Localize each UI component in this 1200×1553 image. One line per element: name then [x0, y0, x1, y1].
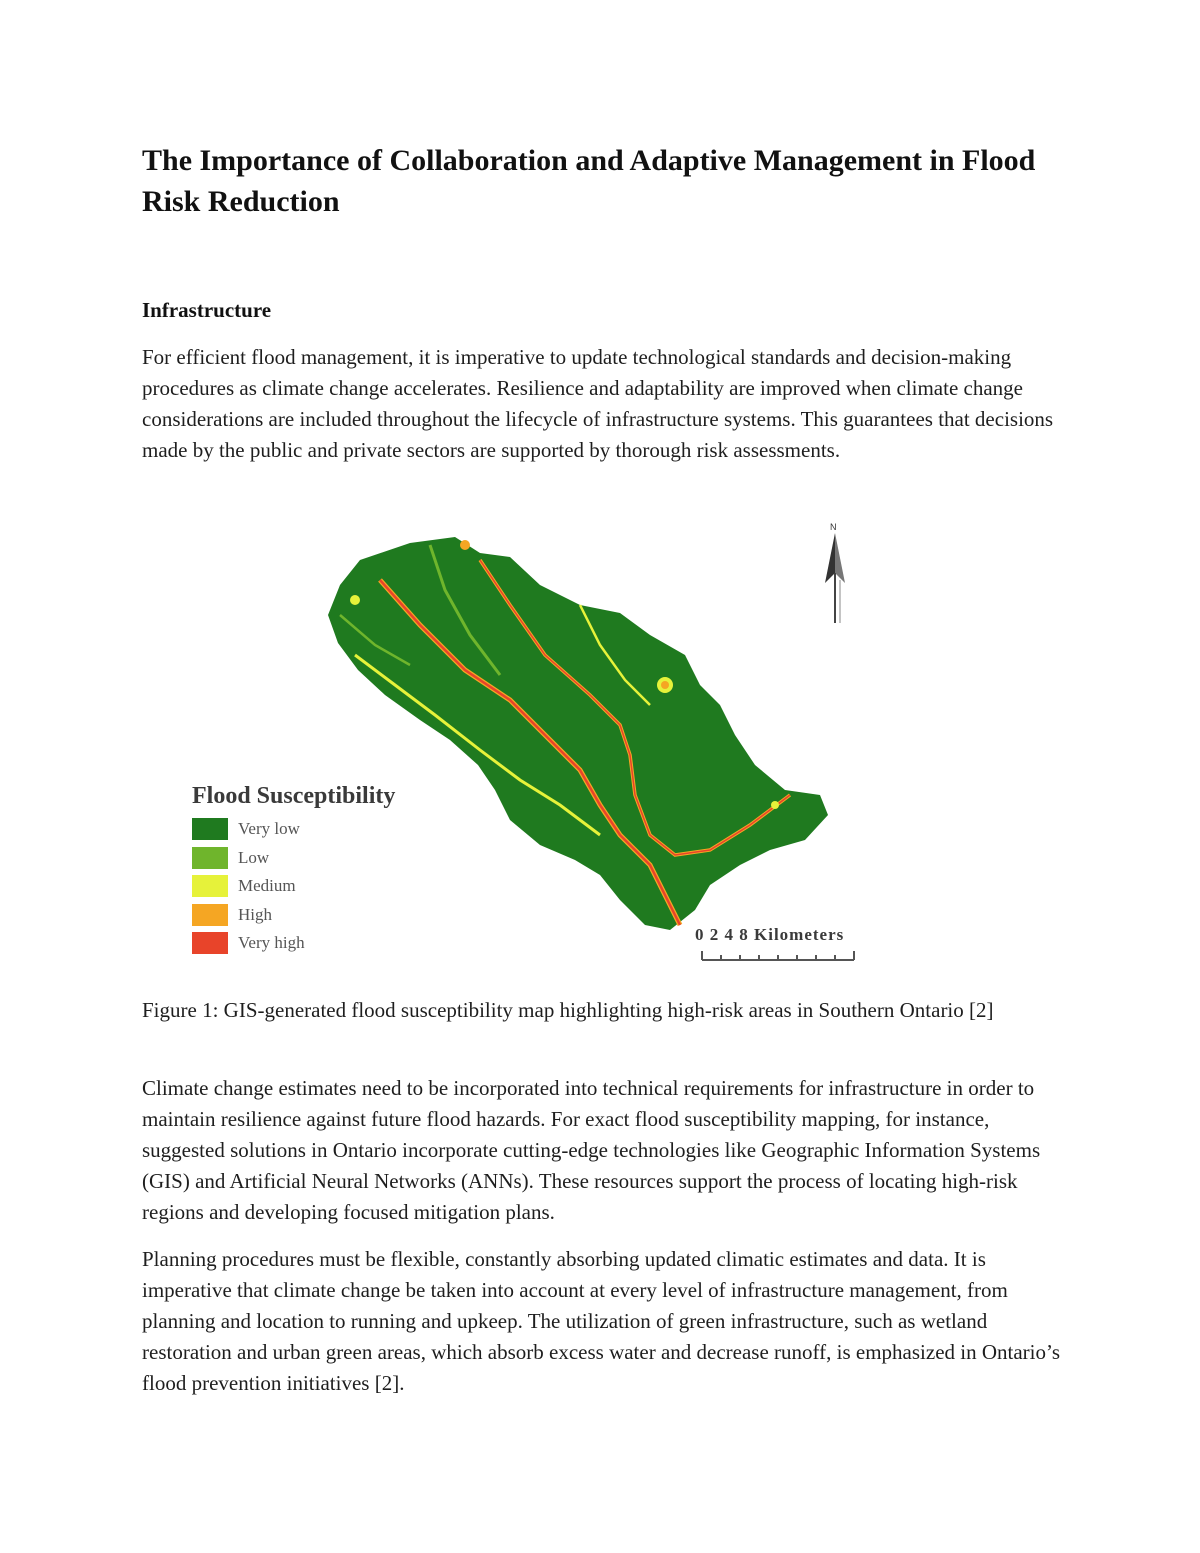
legend-swatch — [192, 932, 228, 954]
hotspot — [771, 801, 779, 809]
legend-label: Very high — [238, 933, 305, 952]
legend-label: Medium — [238, 876, 296, 895]
paragraph-2: Climate change estimates need to be incorporated into technical requirements for infrastructure in order to maintain resilience against future flood hazards. For exact flood susceptibility mapping, for instance, suggested solutions in Ontario incorporate cutting-edge technologies like Geographic Information Systems (GIS) and Artificial Neural Networks (ANNs). These resources support the process of locating high-risk regions and developing focused mitigation plans. — [142, 1076, 1041, 1224]
legend-label: High — [238, 904, 272, 924]
paragraph-1: For efficient flood management, it is imperative to update technological standards and decision-making procedures as climate change accelerates. Resilience and adaptability are improved when climate change considerations are included throughout the lifecycle of infrastructure systems. This guarantees that decisions made by the public and private sectors are supported by thorough risk assessments. — [142, 345, 1054, 462]
legend-swatch — [192, 875, 228, 897]
section-heading: Infrastructure — [142, 298, 272, 322]
document-title: The Importance of Collaboration and Adaptive Management in Flood Risk Reduction — [142, 144, 1036, 218]
watershed-area — [328, 537, 828, 930]
flood-susceptibility-map — [180, 505, 990, 970]
legend-swatch — [192, 904, 228, 926]
hotspot — [460, 540, 470, 550]
scale-label: 0 2 4 8 Kilometers — [695, 925, 845, 944]
legend-label: Low — [238, 847, 270, 867]
paragraph-3: Planning procedures must be flexible, constantly absorbing updated climatic estimates and data. It is imperative that climate change be taken into account at every level of infrastructure management, from planning and location to running and upkeep. The utilization of green infrastructure, such as wetland restoration and urban green areas, which absorb excess water and decrease runoff, is emphasized in Ontario’s flood prevention initiatives [2]. — [142, 1247, 1061, 1395]
scale-bar-icon — [702, 951, 854, 960]
legend-title: Flood Susceptibility — [192, 783, 396, 809]
north-label: N — [830, 522, 837, 532]
hotspot — [350, 595, 360, 605]
legend-swatch — [192, 818, 228, 840]
figure-caption: Figure 1: GIS-generated flood susceptibility map highlighting high-risk areas in Southern Ontario [2] — [142, 998, 994, 1022]
hotspot — [661, 681, 669, 689]
north-arrow-icon — [825, 533, 845, 623]
map-graphic — [180, 505, 990, 970]
legend-label: Very low — [238, 819, 300, 838]
legend-swatch — [192, 847, 228, 869]
